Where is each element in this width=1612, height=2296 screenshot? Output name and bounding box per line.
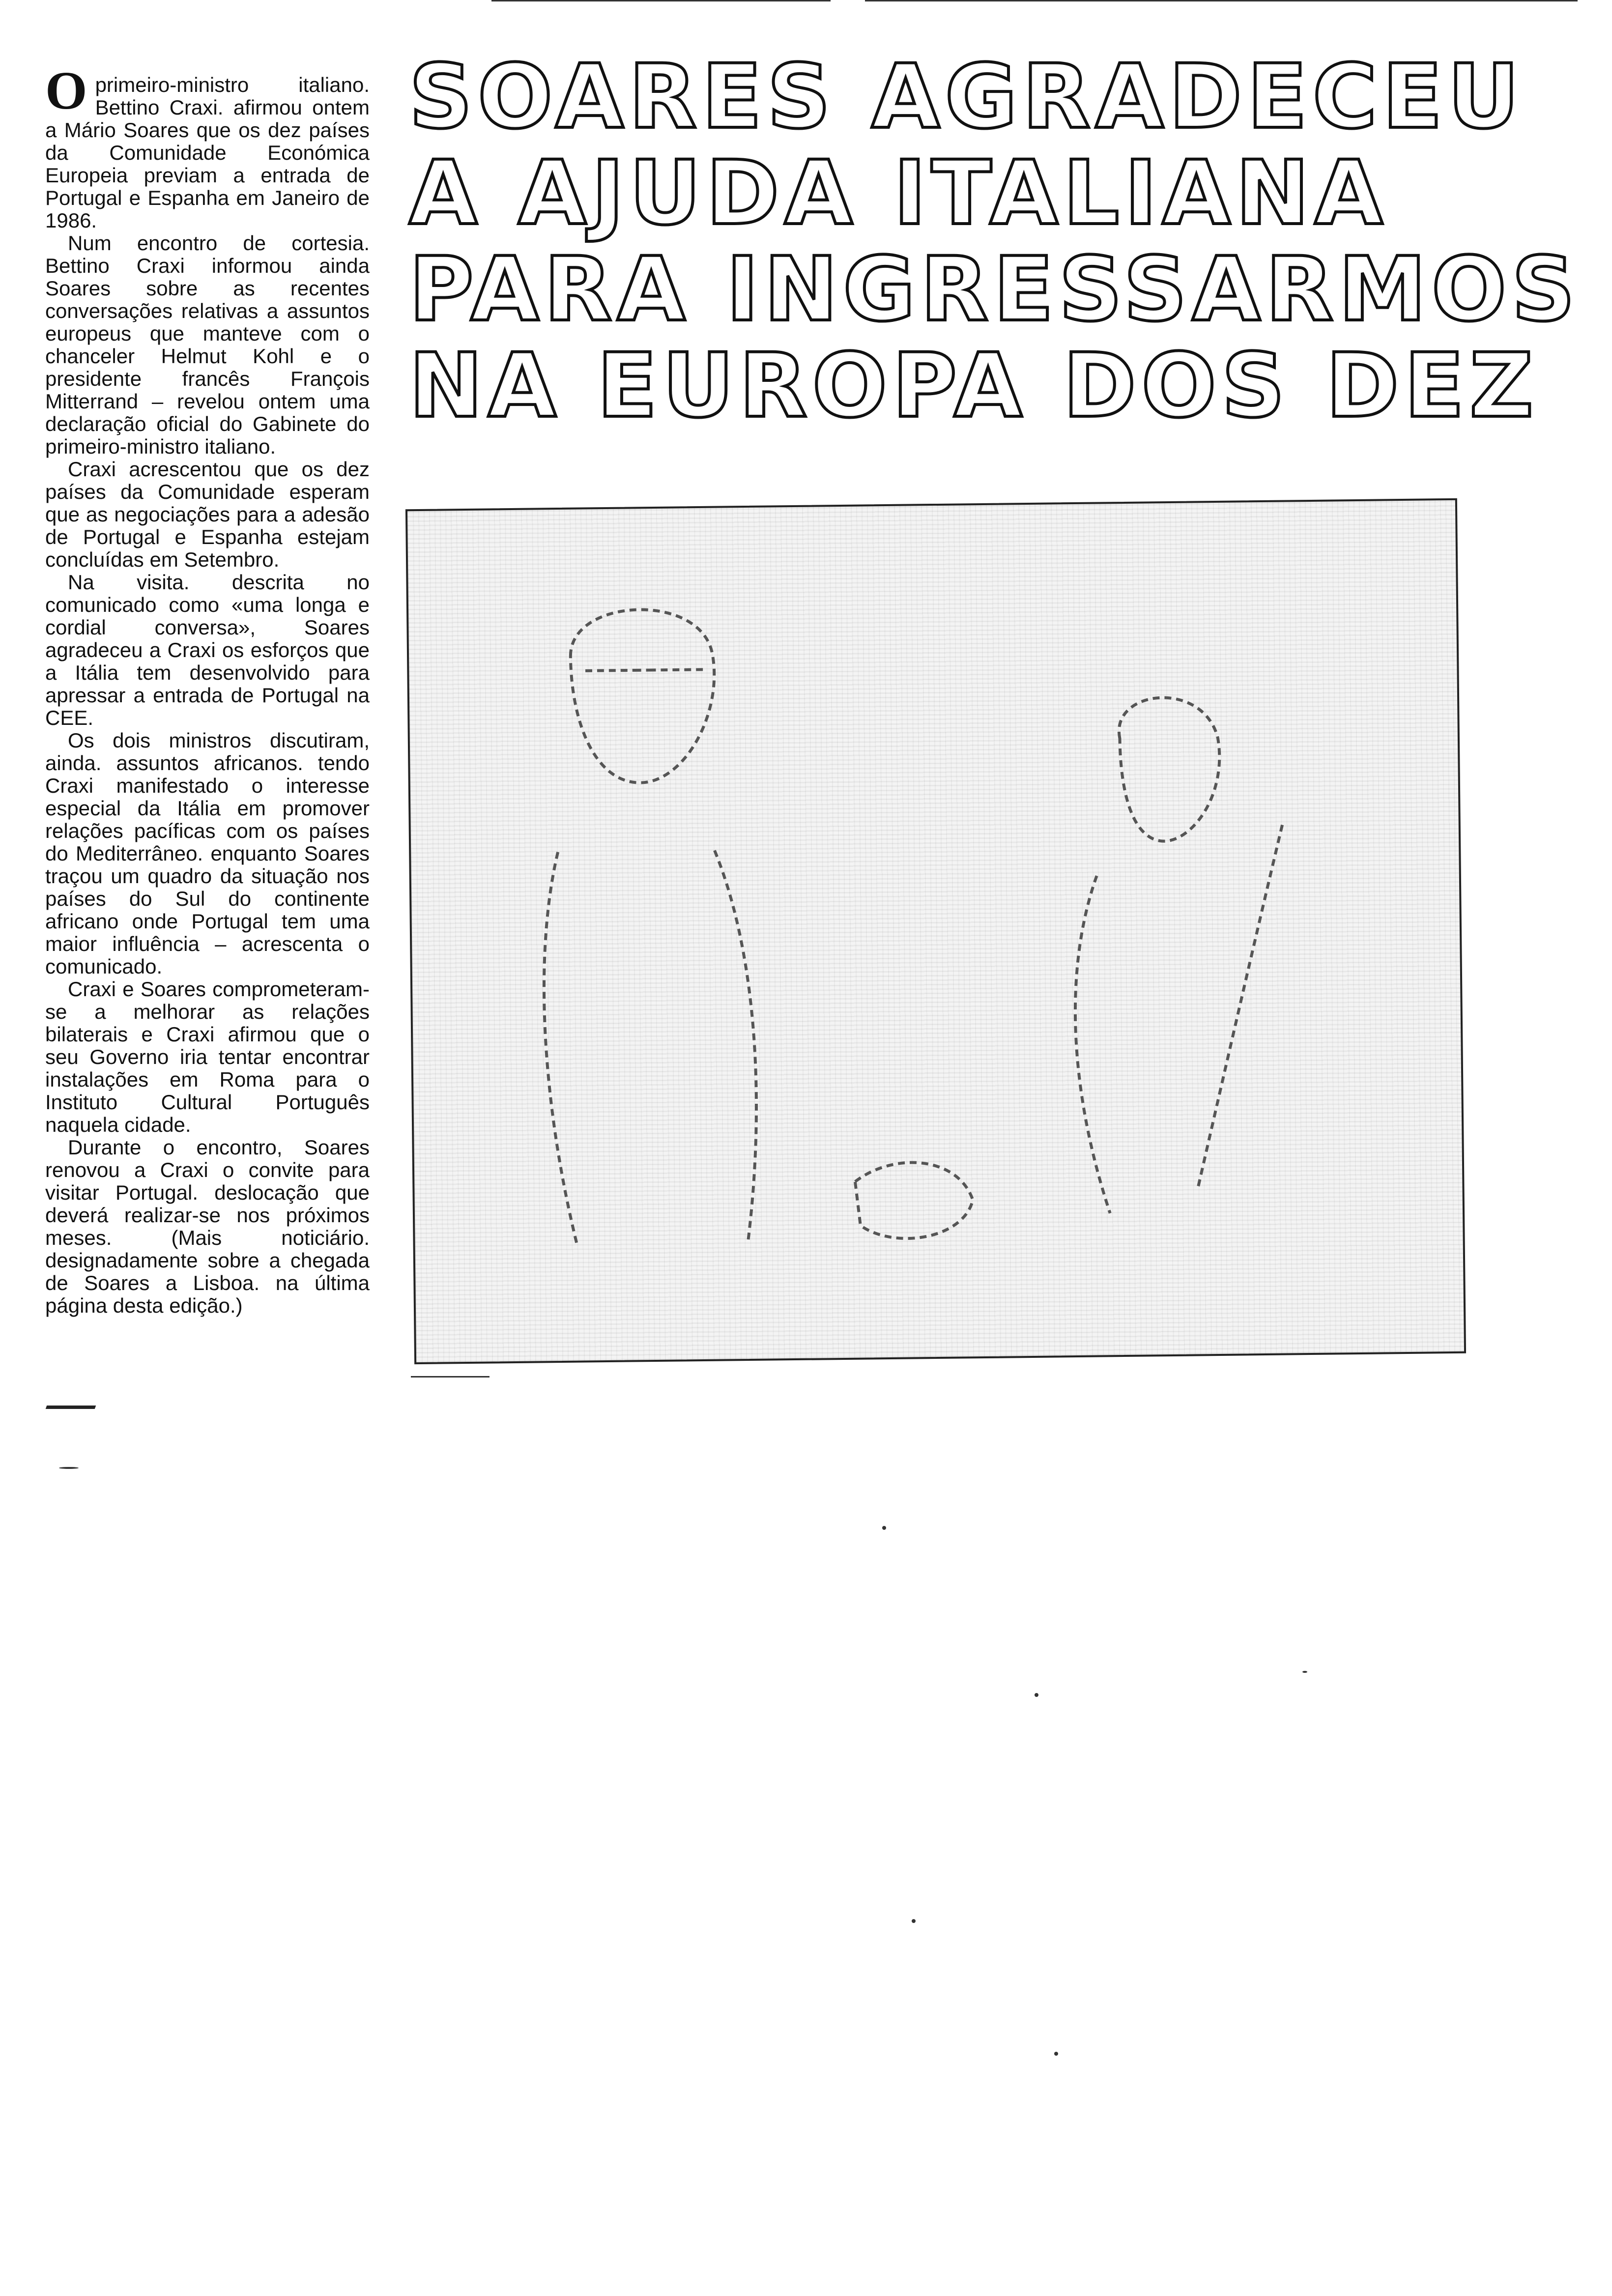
article-paragraph-text: primeiro-ministro italiano. Bettino Craxi. afirmou ontem a Mário Soares que os dez países da Comunidade Económica Europeia previam a entrada de Portugal e Espanha em Janeiro de 1986. [45,73,370,232]
photo-illustration [407,500,1464,1362]
article-paragraph: Num encontro de cortesia. Bettino Craxi informou ainda Soares sobre as recentes conversações relativas a assuntos europeus que manteve com o chanceler Helmut Kohl e o presidente francês François Mitterrand – revelou ontem uma declaração oficial do Gabinete do primeiro-ministro italiano. [45,231,370,458]
news-photo [405,498,1466,1364]
article-paragraph: Na visita. descrita no comunicado como «uma longa e cordial conversa», Soares agradeceu a Craxi os esforços que a Itália tem desenvolvido para apressar a entrada de Portugal na CEE. [45,571,370,729]
headline-line: PARA INGRESSARMOS [409,238,1581,341]
specks [1054,2052,1058,2056]
article-paragraph: Craxi e Soares comprometeram-se a melhorar as relações bilaterais e Craxi afirmou que o seu Governo iria tentar encontrar instalações em Roma para o Instituto Cultural Português naquela cidade. [45,977,370,1136]
photo-figure-left-glasses [585,669,703,671]
photo-figure-right-body [1073,825,1286,1214]
top-rule-right [865,0,1578,1]
article-paragraph: Durante o encontro, Soares renovou a Craxi o convite para visitar Portugal. deslocação que deverá realizar-se nos próximos meses. (Mais noticiário. designadamente sobre a chegada de Soares a Lisboa. na última página desta edição.) [45,1136,370,1317]
headline-line: SOARES AGRADECEU [409,46,1525,148]
photo-handshake [855,1162,974,1239]
specks [882,1526,886,1530]
top-rule-left [491,0,831,1]
photo-figure-left-body [543,850,758,1244]
bottom-rule-marker [46,1406,96,1409]
specks [1035,1693,1038,1697]
article-paragraph-lead [45,60,370,232]
photo-figure-left-head [570,609,716,783]
headline-line: NA EUROPA DOS DEZ [409,335,1539,437]
drop-cap: O [45,60,87,120]
specks [1302,1671,1307,1673]
specks [912,1919,916,1923]
headline [409,46,1581,437]
photo-figure-right-head [1119,697,1220,841]
bottom-rule [411,1376,489,1378]
headline-line: A AJUDA ITALIANA [409,142,1388,245]
article-paragraph: Os dois ministros discutiram, ainda. assuntos africanos. tendo Craxi manifestado o interesse especial da Itália em promover relações pacíficas com os países do Mediterrâneo. enquanto Soares traçou um quadro da situação nos países do Sul do continente africano onde Portugal tem uma maior influência – acrescenta o comunicado. [45,729,370,978]
specks [59,1467,79,1469]
article-paragraph: Craxi acrescentou que os dez países da Comunidade esperam que as negociações para a adesão de Portugal e Espanha estejam concluídas em Setembro. [45,458,370,571]
article-body [45,60,370,1317]
